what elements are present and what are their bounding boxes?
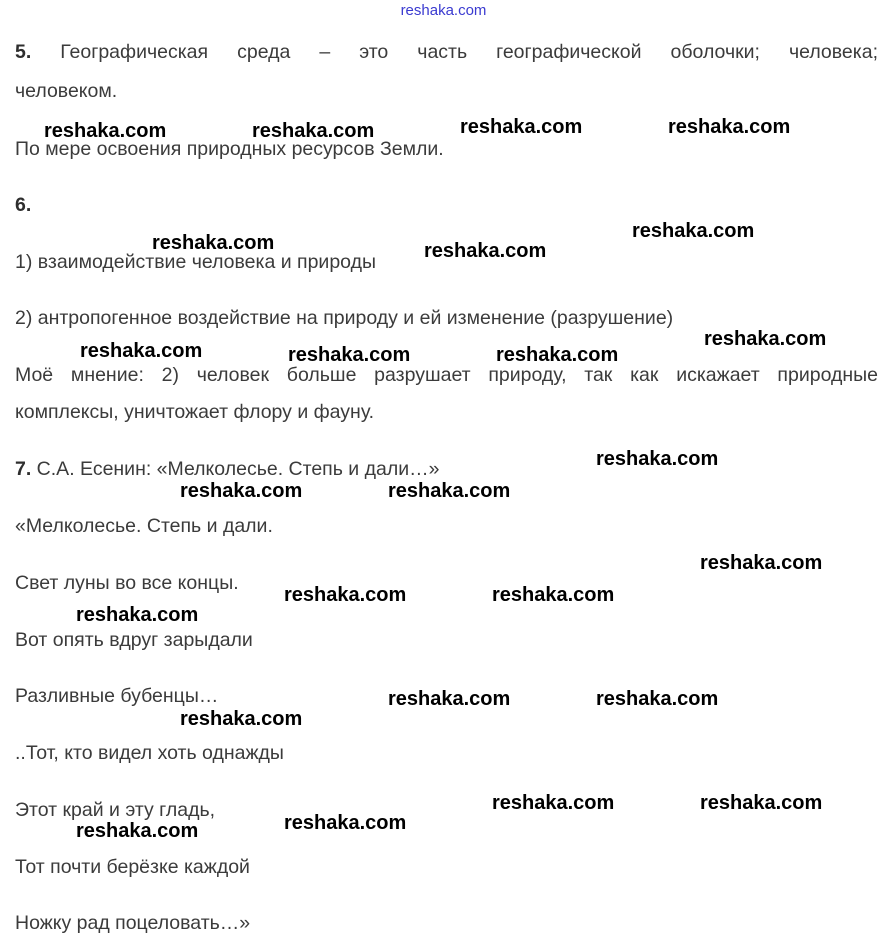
watermark: reshaka.com: [424, 240, 547, 262]
watermark: reshaka.com: [80, 340, 203, 362]
watermark: reshaka.com: [76, 820, 199, 842]
watermark: reshaka.com: [668, 116, 791, 138]
watermark: reshaka.com: [180, 480, 303, 502]
q6-item-2: 2) антропогенное воздействие на природу и ей изменение (разрушение): [15, 307, 674, 329]
q5-line-1: [15, 40, 878, 64]
watermark: reshaka.com: [596, 448, 719, 470]
q6-heading: [15, 193, 31, 217]
q7-number: 7.: [15, 458, 32, 480]
watermark: reshaka.com: [152, 232, 275, 254]
q6-opinion-line-2: комплексы, уничтожает флору и фауну.: [15, 401, 375, 423]
q5-line-2: человеком.: [15, 80, 118, 102]
poem-line: Свет луны во все концы.: [15, 572, 239, 594]
watermark: reshaka.com: [388, 480, 511, 502]
poem-line: ..Тот, кто видел хоть однажды: [15, 742, 284, 764]
q6-number: 6.: [15, 194, 32, 216]
watermark: reshaka.com: [496, 344, 619, 366]
watermark: reshaka.com: [704, 328, 827, 350]
q5-line-3: По мере освоения природных ресурсов Земли.: [15, 138, 444, 160]
poem-line: Ножку рад поцеловать…»: [15, 912, 251, 934]
watermark: reshaka.com: [284, 584, 407, 606]
watermark: reshaka.com: [180, 708, 303, 730]
q7-heading: [15, 457, 439, 481]
poem-line: Вот опять вдруг зарыдали: [15, 629, 253, 651]
poem-line: Тот почти берёзке каждой: [15, 856, 250, 878]
q6-item-1: 1) взаимодействие человека и природы: [15, 251, 376, 273]
watermark: reshaka.com: [492, 584, 615, 606]
q6-opinion-line-1: Моё мнение: 2) человек больше разрушает природу, так как искажает природные: [15, 364, 878, 386]
watermark: reshaka.com: [700, 792, 823, 814]
watermark: reshaka.com: [388, 688, 511, 710]
poem-line: «Мелколесье. Степь и дали.: [15, 515, 273, 537]
q5-text-1: Географическая среда – это часть географической оболочки; человека;: [60, 41, 878, 63]
watermark: reshaka.com: [284, 812, 407, 834]
watermark: reshaka.com: [288, 344, 411, 366]
watermark: reshaka.com: [44, 120, 167, 142]
poem-line: Этот край и эту гладь,: [15, 799, 216, 821]
watermark: reshaka.com: [596, 688, 719, 710]
watermark: reshaka.com: [492, 792, 615, 814]
watermark: reshaka.com: [252, 120, 375, 142]
q7-title: С.А. Есенин: «Мелколесье. Степь и дали…»: [31, 458, 440, 480]
watermark: reshaka.com: [632, 220, 755, 242]
watermark: reshaka.com: [700, 552, 823, 574]
watermark: reshaka.com: [76, 604, 199, 626]
watermark: reshaka.com: [460, 116, 583, 138]
site-link[interactable]: reshaka.com: [400, 2, 487, 19]
q5-number: 5.: [15, 41, 32, 63]
poem-line: Разливные бубенцы…: [15, 685, 219, 707]
